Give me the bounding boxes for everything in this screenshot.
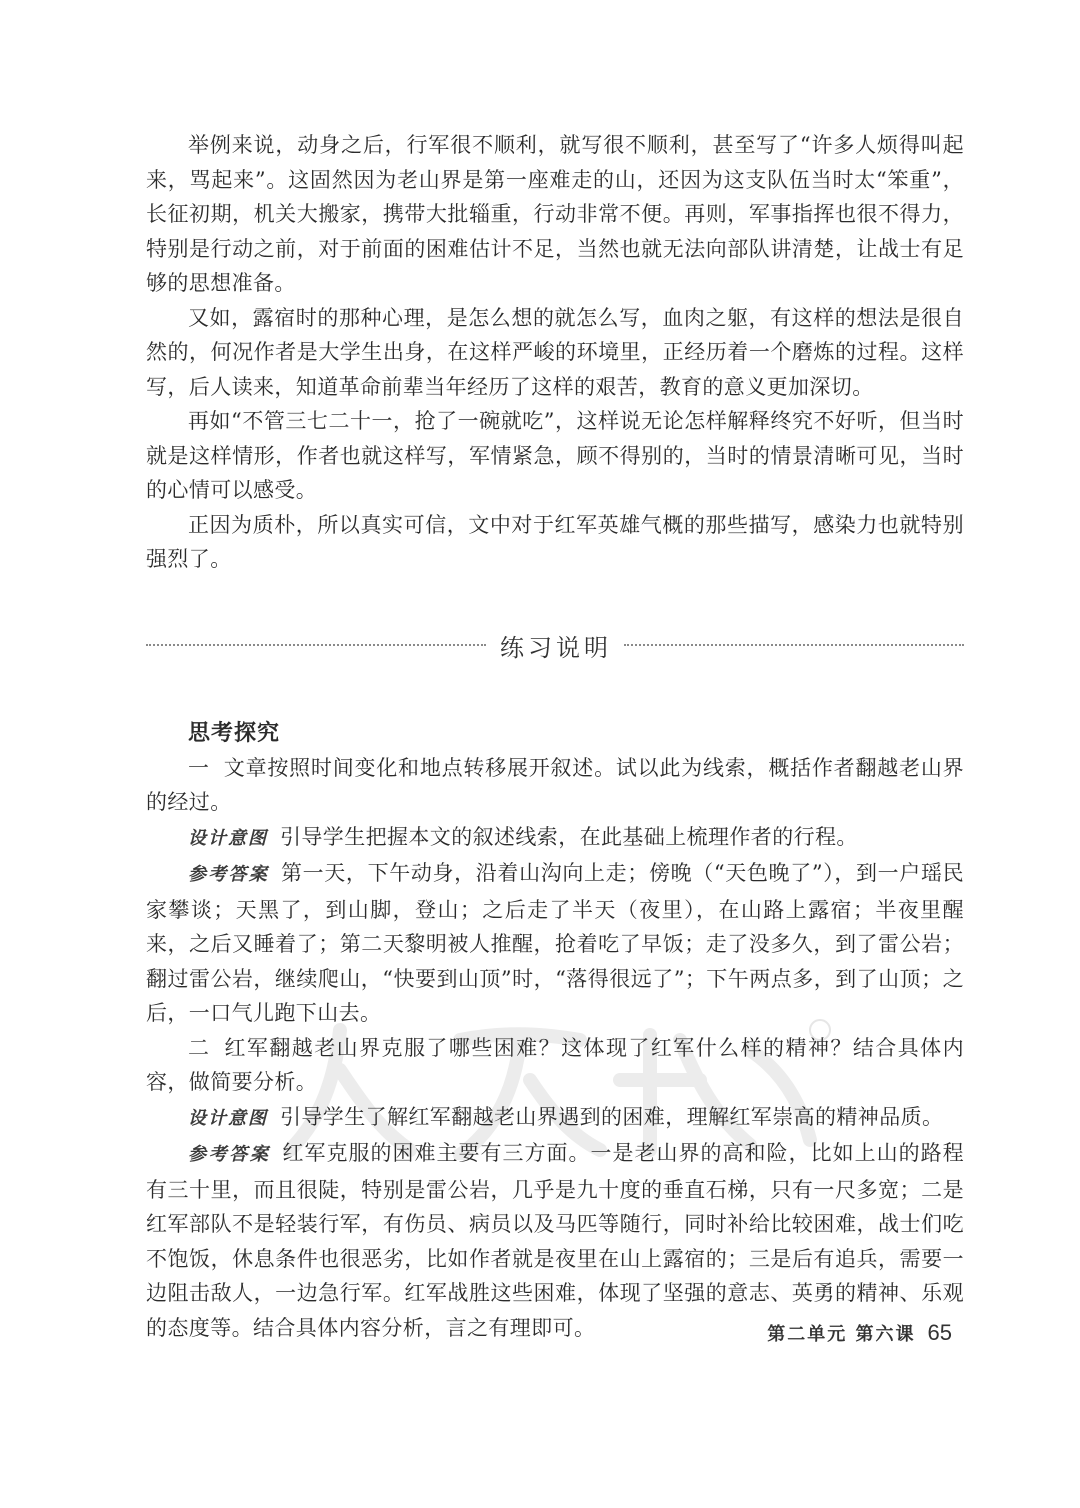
question-text: 红军翻越老山界克服了哪些困难？这体现了红军什么样的精神？结合具体内容，做简要分析。 [146, 1035, 964, 1094]
design-intent-label: 设计意图 [188, 1107, 268, 1129]
reference-answer-text: 第一天，下午动身，沿着山沟向上走；傍晚（“天色晚了”），到一户瑶民家攀谈；天黑了，到山脚，登山；之后走了半天（夜里），在山路上露宿；半夜里醒来，之后又睡着了；第二天黎明被人推醒，抢着吃了早饭；走了没多久，到了雷公岩；翻过雷公岩，继续爬山，“快要到山顶”时，“落得很远了”；下午两点多，到了山顶；之后，一口气儿跑下山去。 [146, 861, 965, 1025]
question-text: 文章按照时间变化和地点转移展开叙述。试以此为线索，概括作者翻越老山界的经过。 [146, 755, 964, 814]
dotted-rule-right [624, 644, 964, 646]
analysis-paragraph-2: 又如，露宿时的那种心理，是怎么想的就怎么写，血肉之躯，有这样的想法是很自然的，何况作者是大学生出身，在这样严峻的环境里，正经历着一个磨炼的过程。这样写，后人读来，知道革命前辈当年经历了这样的艰苦，教育的意义更加深切。 [146, 305, 964, 399]
analysis-text [146, 128, 964, 577]
design-intent-1 [146, 820, 964, 857]
dotted-rule-left [146, 644, 486, 646]
unit-lesson-label: 第二单元 第六课 [767, 1324, 916, 1345]
reference-answer-2 [146, 1136, 964, 1345]
page-footer [767, 1320, 952, 1346]
section-title: 练习说明 [500, 633, 612, 662]
analysis-paragraph-1: 举例来说，动身之后，行军很不顺利，就写很不顺利，甚至写了“许多人烦得叫起来，骂起来”。这固然因为老山界是第一座难走的山，还因为这支队伍当时太“笨重”，长征初期，机关大搬家，携带大批辎重，行动非常不便。再则，军事指挥也很不得力，特别是行动之前，对于前面的困难估计不足，当然也就无法向部队讲清楚，让战士有足够的思想准备。 [146, 133, 964, 295]
exercise-section [146, 716, 964, 1345]
analysis-paragraph-4: 正因为质朴，所以真实可信，文中对于红军英雄气概的那些描写，感染力也就特别强烈了。 [146, 512, 964, 571]
reference-answer-1 [146, 856, 964, 1031]
design-intent-2 [146, 1100, 964, 1137]
question-2 [146, 1031, 964, 1100]
reference-answer-text: 红军克服的困难主要有三方面。一是老山界的高和险，比如上山的路程有三十里，而且很陡，特别是雷公岩，几乎是九十度的垂直石梯，只有一尺多宽；二是红军部队不是轻装行军，有伤员、病员以及马匹等随行，同时补给比较困难，战士们吃不饱饭，休息条件也很恶劣，比如作者就是夜里在山上露宿的；三是后有追兵，需要一边阻击敌人，一边急行军。红军战胜这些困难，体现了坚强的意志、英勇的精神、乐观的态度等。结合具体内容分析，言之有理即可。 [146, 1141, 965, 1340]
section-divider [146, 625, 964, 665]
design-intent-text: 引导学生了解红军翻越老山界遇到的困难，理解红军崇高的精神品质。 [280, 1104, 944, 1129]
reference-answer-label: 参考答案 [188, 1144, 271, 1165]
question-number: 二 [188, 1035, 211, 1060]
page-number: 65 [927, 1320, 952, 1345]
sub-heading: 思考探究 [188, 720, 281, 746]
design-intent-text: 引导学生把握本文的叙述线索，在此基础上梳理作者的行程。 [280, 824, 858, 849]
question-1 [146, 751, 964, 820]
reference-answer-label: 参考答案 [188, 864, 269, 885]
design-intent-label: 设计意图 [188, 827, 268, 849]
question-number: 一 [188, 755, 210, 780]
analysis-paragraph-3: 再如“不管三七二十一，抢了一碗就吃”，这样说无论怎样解释终究不好听，但当时就是这样情形，作者也就这样写，军情紧急，顾不得别的，当时的情景清晰可见，当时的心情可以感受。 [146, 409, 964, 502]
